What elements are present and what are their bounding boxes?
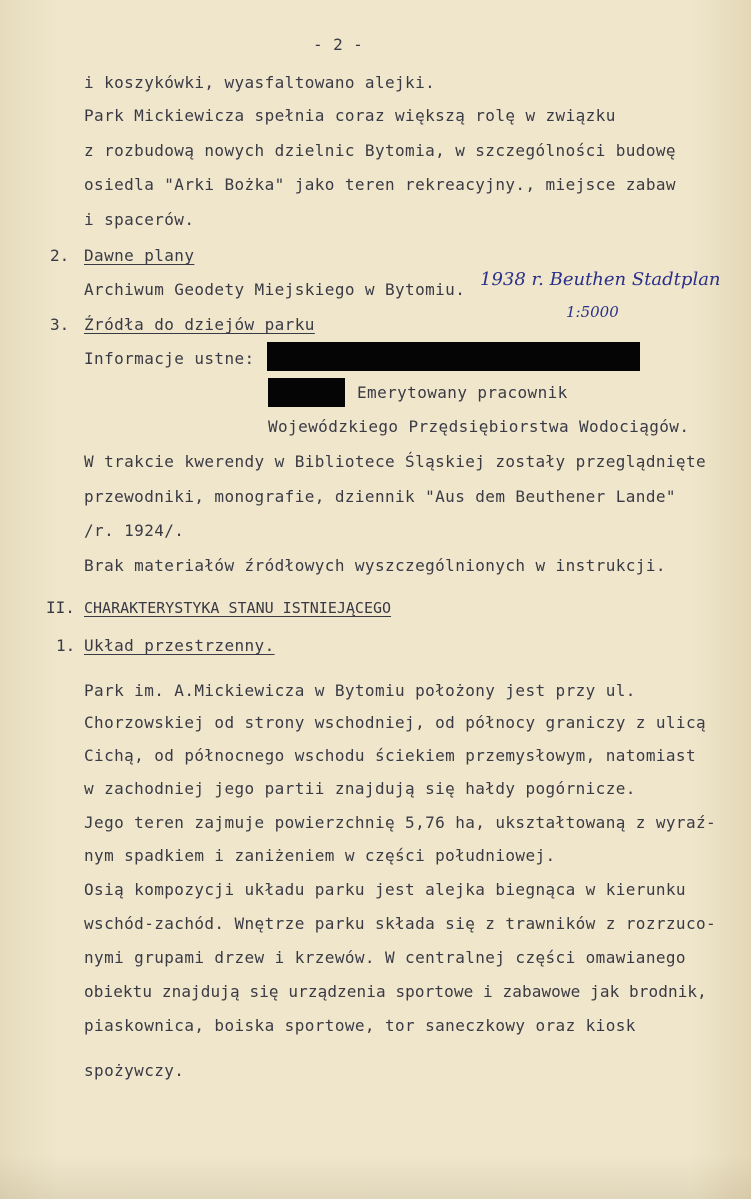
body-line: obiektu znajdują się urządzenia sportowe i zabawowe jak brodnik,	[84, 982, 707, 1001]
body-line: Osią kompozycji układu parku jest alejka biegnąca w kierunku	[84, 880, 686, 899]
section-3-heading: Źródła do dziejów parku	[84, 315, 315, 334]
redaction-bar	[268, 378, 345, 407]
chapter-2-number: II.	[46, 598, 75, 617]
redaction-bar	[267, 342, 640, 371]
section-3-line: /r. 1924/.	[84, 521, 185, 540]
section-2-number: 2.	[50, 246, 70, 265]
paper-edge-shadow	[0, 1155, 751, 1199]
intro-line: osiedla "Arki Bożka" jako teren rekreacyjny., miejsce zabaw	[84, 175, 676, 194]
body-line: Jego teren zajmuje powierzchnię 5,76 ha, ukształtowaną z wyraź-	[84, 813, 717, 832]
informant-label: Informacje ustne:	[84, 349, 255, 368]
section-3-number: 3.	[50, 315, 70, 334]
body-line: nymi grupami drzew i krzewów. W centralnej części omawianego	[84, 948, 686, 967]
subsection-1-heading: Układ przestrzenny.	[84, 636, 275, 655]
body-line: Cichą, od północnego wschodu ściekiem przemysłowym, natomiast	[84, 746, 697, 765]
body-line: spożywczy.	[84, 1061, 185, 1080]
intro-line: i koszykówki, wyasfaltowano alejki.	[84, 73, 436, 92]
section-3-line: W trakcie kwerendy w Bibliotece Śląskiej zostały przeglądnięte	[84, 452, 707, 471]
page-number: - 2 -	[313, 35, 364, 54]
body-line: w zachodniej jego partii znajdują się hałdy pogórnicze.	[84, 779, 636, 798]
intro-line: z rozbudową nowych dzielnic Bytomia, w szczególności budowę	[84, 141, 676, 160]
body-line: Park im. A.Mickiewicza w Bytomiu położony jest przy ul.	[84, 681, 636, 700]
intro-line: i spacerów.	[84, 210, 195, 229]
informant-line: Wojewódzkiego Przędsiębiorstwa Wodociągów.	[268, 417, 690, 436]
section-2-heading: Dawne plany	[84, 246, 195, 265]
section-2-line: Archiwum Geodety Miejskiego w Bytomiu.	[84, 280, 466, 299]
body-line: piaskownica, boiska sportowe, tor saneczkowy oraz kiosk	[84, 1016, 636, 1035]
section-3-line: Brak materiałów źródłowych wyszczególnionych w instrukcji.	[84, 556, 666, 575]
body-line: wschód-zachód. Wnętrze parku składa się z trawników z rozrzuco-	[84, 914, 717, 933]
subsection-1-number: 1.	[56, 636, 76, 655]
body-line: nym spadkiem i zaniżeniem w części południowej.	[84, 846, 556, 865]
chapter-2-heading: CHARAKTERYSTYKA STANU ISTNIEJĄCEGO	[84, 599, 392, 617]
body-line: Chorzowskiej od strony wschodniej, od północy graniczy z ulicą	[84, 713, 707, 732]
intro-line: Park Mickiewicza spełnia coraz większą rolę w związku	[84, 106, 616, 125]
informant-line: Emerytowany pracownik	[357, 383, 568, 402]
section-3-line: przewodniki, monografie, dziennik "Aus dem Beuthener Lande"	[84, 487, 676, 506]
handwritten-note: 1938 r. Beuthen Stadtplan	[480, 269, 721, 290]
handwritten-scale: 1:5000	[566, 303, 619, 321]
